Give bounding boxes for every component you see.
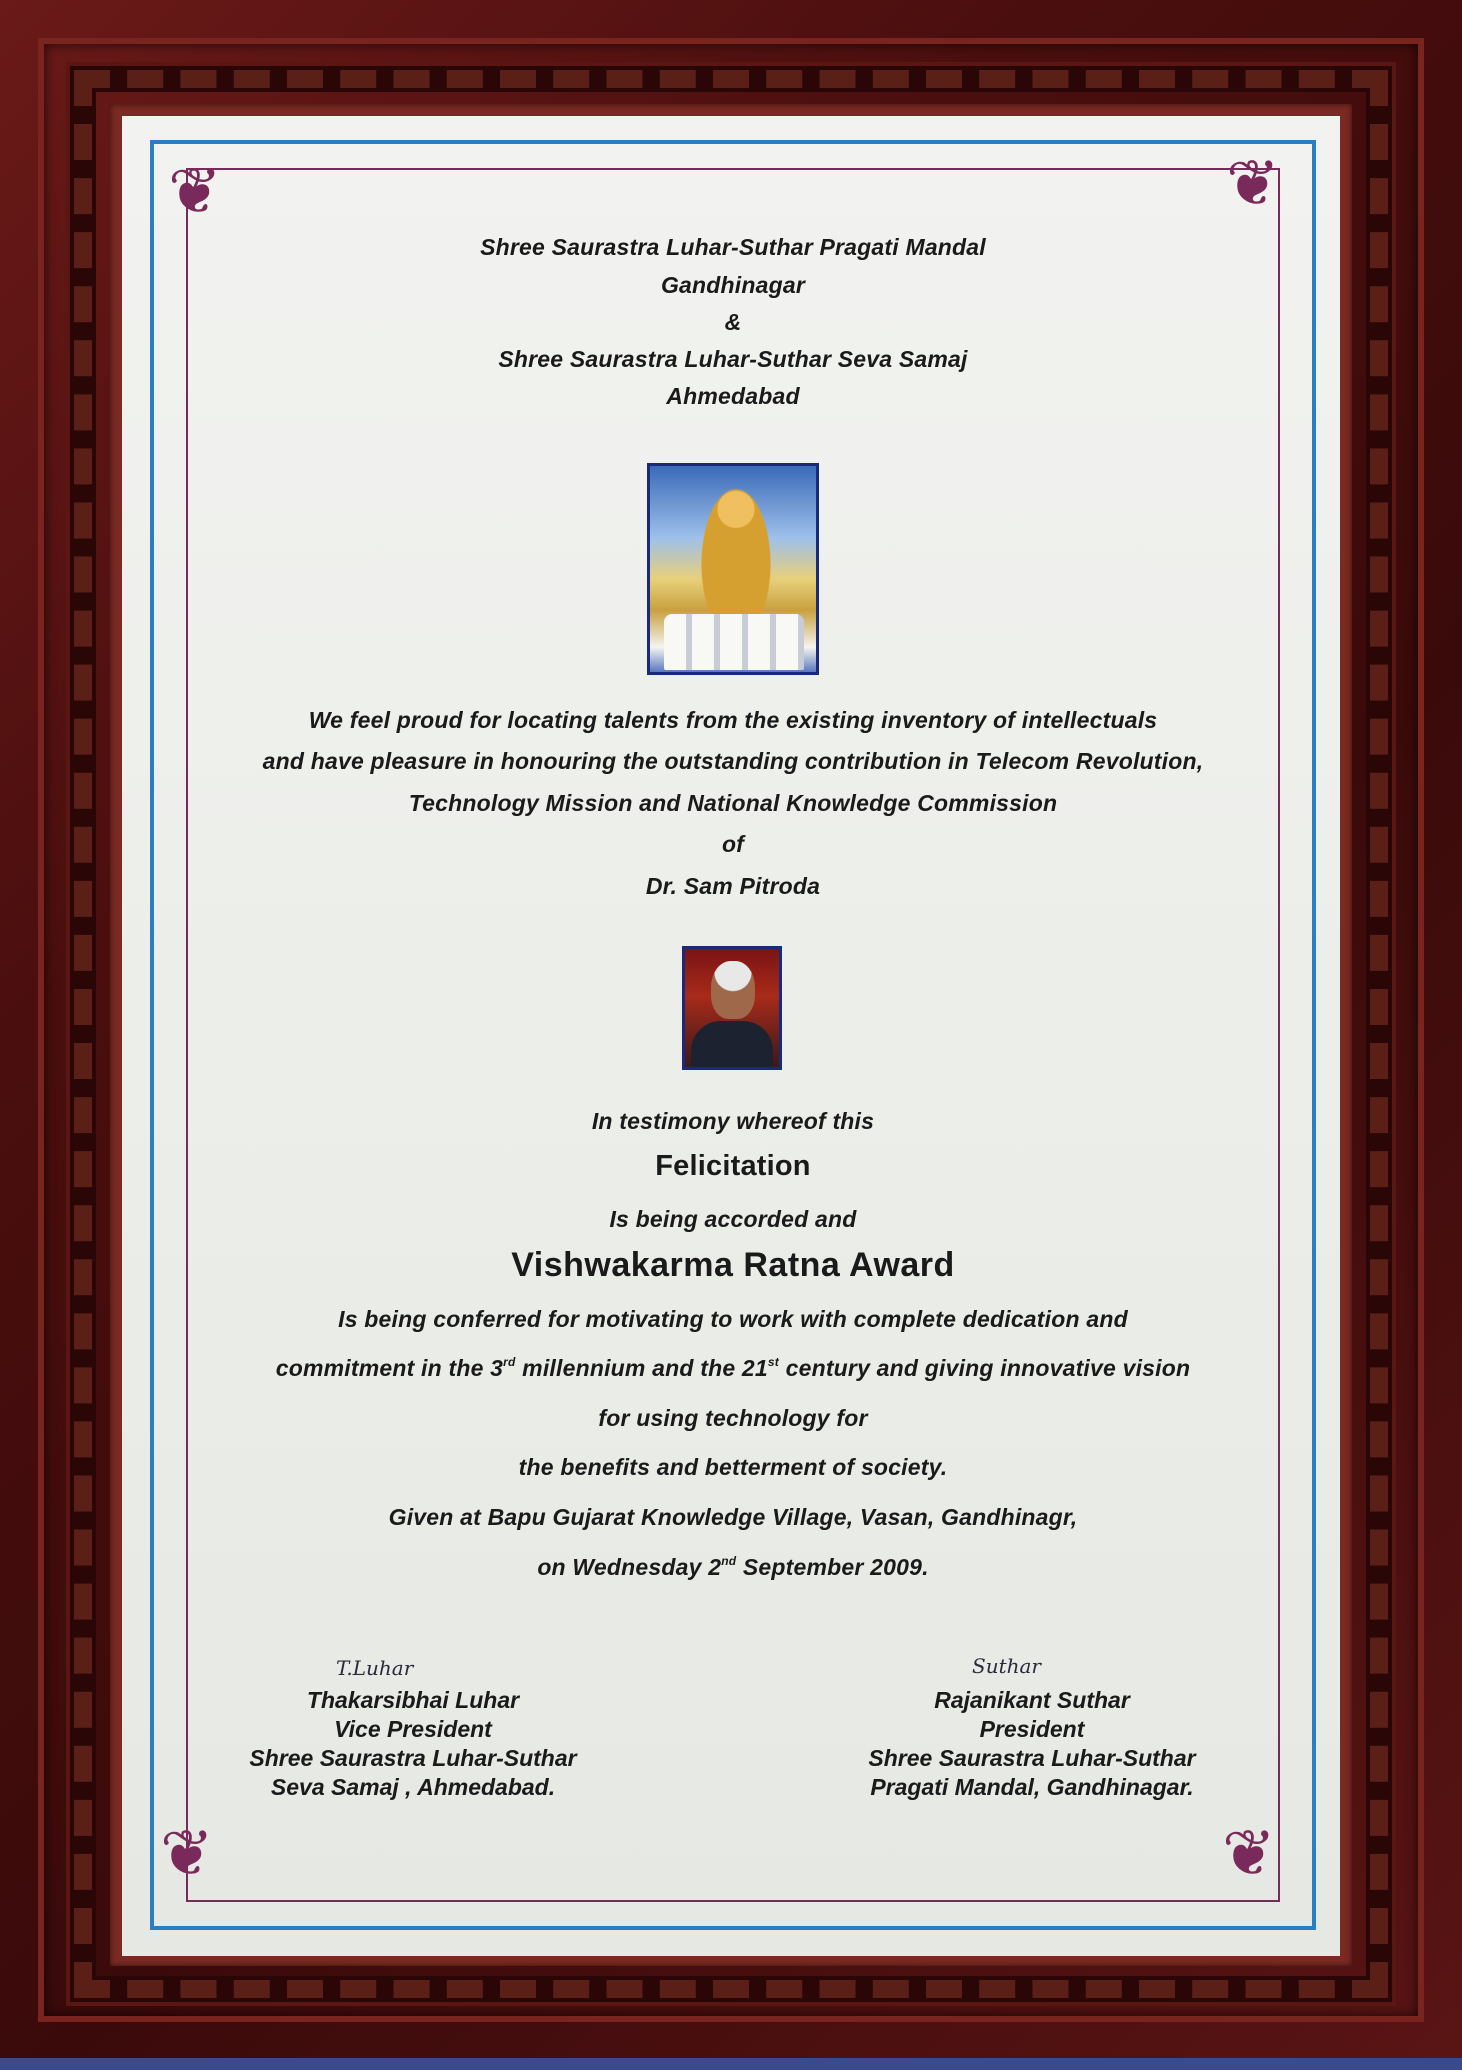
body-line-of: of [721, 831, 745, 857]
technology-line: for using technology for [598, 1405, 868, 1431]
testimony-line: In testimony whereof this [591, 1108, 875, 1134]
venue-line: Given at Bapu Gujarat Knowledge Village, Vasan, Gandhinagr, [388, 1504, 1078, 1530]
signatory-right-org1: Shree Saurastra Luhar-Suthar [868, 1745, 1196, 1771]
date-line: on Wednesday 2nd September 2009. [537, 1554, 929, 1580]
signatory-right-name: Rajanikant Suthar [934, 1687, 1130, 1713]
portrait-face [711, 961, 755, 1019]
recipient-portrait [682, 946, 782, 1070]
signatory-left-title: Vice President [334, 1716, 492, 1742]
accorded-line: Is being accorded and [609, 1206, 857, 1232]
signature-left: T.Luhar [336, 1656, 414, 1680]
signature-right: Suthar [972, 1654, 1041, 1678]
city-2: Ahmedabad [666, 383, 800, 409]
signatory-left-org2: Seva Samaj , Ahmedabad. [270, 1774, 556, 1800]
vishwakarma-image [647, 463, 819, 675]
deity-figure [700, 486, 772, 616]
commitment-line: commitment in the 3rd millennium and the 21st century and giving innovative vision [275, 1355, 1191, 1381]
bottom-strip [0, 2058, 1462, 2070]
felicitation-heading: Felicitation [655, 1150, 811, 1182]
signatory-left-name: Thakarsibhai Luhar [306, 1687, 520, 1713]
signatory-right [820, 1686, 1244, 1802]
ornate-corner-icon: ❦ [168, 155, 222, 229]
signatory-right-org2: Pragati Mandal, Gandhinagar. [870, 1774, 1194, 1800]
ornate-corner-icon: ❦ [160, 1817, 214, 1891]
conferred-line: Is being conferred for motivating to work with complete dedication and [338, 1306, 1128, 1332]
signatory-left [200, 1686, 626, 1802]
deity-base [664, 614, 804, 670]
body-line-1: We feel proud for locating talents from the existing inventory of intellectuals [308, 707, 1158, 733]
ornate-corner-icon: ❦ [1222, 1817, 1276, 1891]
recipient-name: Dr. Sam Pitroda [645, 873, 821, 899]
society-line: the benefits and betterment of society. [518, 1454, 948, 1480]
city-1: Gandhinagar [660, 272, 806, 298]
portrait-suit [691, 1021, 773, 1067]
body-line-2: and have pleasure in honouring the outstanding contribution in Telecom Revolution, [262, 748, 1204, 774]
org-name-1: Shree Saurastra Luhar-Suthar Pragati Mandal [480, 234, 986, 260]
body-line-3: Technology Mission and National Knowledge Commission [408, 790, 1058, 816]
org-name-2: Shree Saurastra Luhar-Suthar Seva Samaj [498, 346, 968, 372]
signatory-right-title: President [979, 1716, 1085, 1742]
ampersand: & [724, 309, 742, 335]
award-name: Vishwakarma Ratna Award [511, 1246, 955, 1284]
ornate-corner-icon: ❦ [1226, 147, 1280, 221]
signatory-left-org1: Shree Saurastra Luhar-Suthar [249, 1745, 577, 1771]
